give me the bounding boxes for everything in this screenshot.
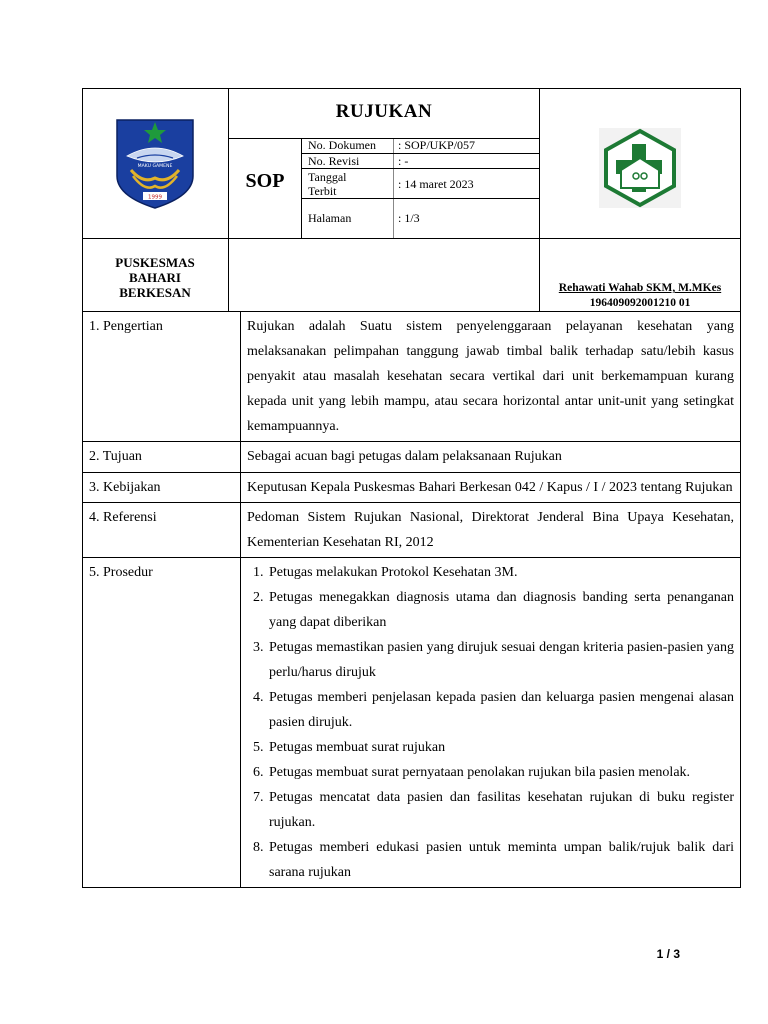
meta-row-line-3 xyxy=(301,198,540,199)
header-divider-bottom xyxy=(82,238,741,239)
institution-name: PUSKESMAS BAHARI BERKESAN xyxy=(115,255,195,300)
emblem-year: 1999 xyxy=(148,194,162,201)
sop-content-table xyxy=(82,311,741,888)
label-referensi: 4. Referensi xyxy=(83,503,241,558)
meta-value-no-dokumen: : SOP/UKP/057 xyxy=(398,138,476,152)
prosedur-step: 7. Petugas mencatat data pasien dan fasilitas kesehatan rujukan di buku register rujukan. xyxy=(267,785,734,835)
row-prosedur xyxy=(83,558,741,888)
row-referensi xyxy=(83,503,741,558)
label-prosedur: 5. Prosedur xyxy=(83,558,241,888)
puskesmas-logo xyxy=(599,128,681,208)
label-pengertian: 1. Pengertian xyxy=(83,312,241,442)
prosedur-step: 3. Petugas memastikan pasien yang dirujuk sesuai dengan kriteria pasien-pasien yang perlu/harus dirujuk xyxy=(267,635,734,685)
prosedur-list xyxy=(247,560,734,885)
signatory-block xyxy=(540,281,740,311)
meta-label-no-dokumen: No. Dokumen xyxy=(308,138,376,152)
prosedur-step: 5. Petugas membuat surat rujukan xyxy=(267,735,734,760)
document-title: RUJUKAN xyxy=(335,101,433,122)
page-number: 1 / 3 xyxy=(656,947,680,961)
text-kebijakan: Keputusan Kepala Puskesmas Bahari Berkesan 042 / Kapus / I / 2023 tentang Rujukan xyxy=(241,473,741,503)
prosedur-step: 8. Petugas memberi edukasi pasien untuk meminta umpan balik/rujuk balik dari sarana rujukan xyxy=(267,835,734,885)
text-referensi: Pedoman Sistem Rujukan Nasional, Direktorat Jenderal Bina Upaya Kesehatan, Kementerian Kesehatan RI, 2012 xyxy=(241,503,741,558)
prosedur-step: 4. Petugas memberi penjelasan kepada pasien dan keluarga pasien mengenai alasan pasien dirujuk. xyxy=(267,685,734,735)
text-pengertian: Rujukan adalah Suatu sistem penyelenggaraan pelayanan kesehatan yang melaksanakan pelimpahan tanggung jawab timbal balik terhadap satu/lebih kasus penyakit atau masalah kesehatan secara vertikal dari unit berkemampuan kurang kepada unit yang lebih mampu, atau secara horizontal antar unit-unit yang setingkat kemampuannya. xyxy=(241,312,741,442)
row-kebijakan xyxy=(83,473,741,503)
meta-label-halaman: Halaman xyxy=(308,211,352,225)
prosedur-step: 1. Petugas melakukan Protokol Kesehatan 3M. xyxy=(267,560,734,585)
meta-value-halaman: : 1/3 xyxy=(398,211,420,225)
label-tujuan: 2. Tujuan xyxy=(83,442,241,473)
meta-row-line-2 xyxy=(301,168,540,169)
meta-value-no-revisi: : - xyxy=(398,154,409,168)
label-kebijakan: 3. Kebijakan xyxy=(83,473,241,503)
row-tujuan xyxy=(83,442,741,473)
meta-value-tanggal-terbit: : 14 maret 2023 xyxy=(398,177,474,191)
sop-label: SOP xyxy=(245,170,285,192)
emblem-motto: MAKU GAMENE xyxy=(137,164,173,169)
meta-label-no-revisi: No. Revisi xyxy=(308,154,360,168)
prosedur-step: 6. Petugas membuat surat pernyataan penolakan rujukan bila pasien menolak. xyxy=(267,760,734,785)
signatory-name: Rehawati Wahab SKM, M.MKes xyxy=(558,282,722,294)
row-pengertian xyxy=(83,312,741,442)
text-tujuan: Sebagai acuan bagi petugas dalam pelaksanaan Rujukan xyxy=(241,442,741,473)
regional-emblem-logo xyxy=(115,118,195,210)
prosedur-cell xyxy=(241,558,741,888)
header-divider-right xyxy=(539,88,540,312)
meta-label-tanggal-terbit: Tanggal Terbit xyxy=(308,170,347,198)
header-divider-title xyxy=(228,138,540,139)
signatory-nip: 196409092001210 01 xyxy=(589,297,691,309)
prosedur-step: 2. Petugas menegakkan diagnosis utama dan diagnosis banding serta penanganan yang dapat diberikan xyxy=(267,585,734,635)
